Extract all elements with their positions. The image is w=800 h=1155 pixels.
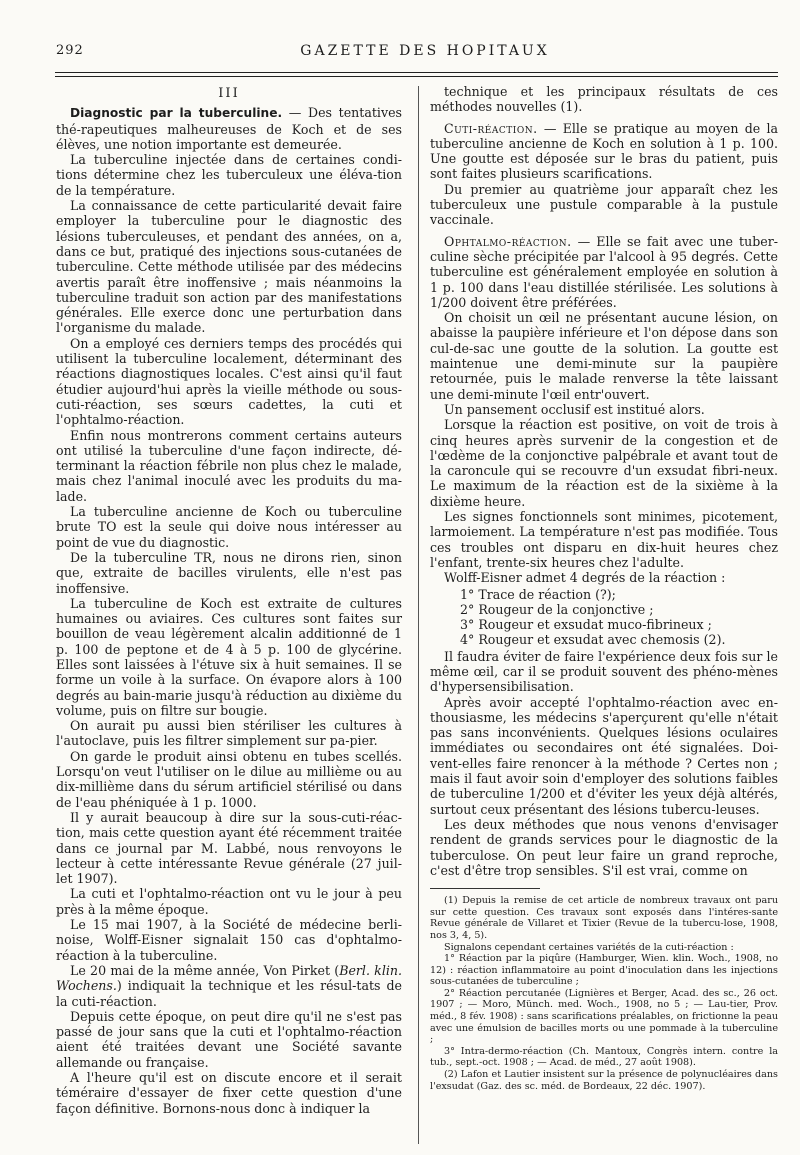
paragraph: De la tuberculine TR, nous ne dirons rien, sinon que, extraite de bacilles virulents, elle n'est pas inoffensive. bbox=[56, 549, 402, 596]
paragraph: Le 20 mai de la même année, Von Pirket (Berl. klin. Wochens.) indiquait la technique et les résul-tats de la cuti-réaction. bbox=[56, 962, 402, 1009]
paragraph: La tuberculine injectée dans de certaines condi-tions détermine chez les tuberculeux une éléva-tion de la température. bbox=[56, 152, 402, 198]
left-column bbox=[56, 84, 402, 1116]
paragraph: Après avoir accepté l'ophtalmo-réaction avec en-thousiasme, les médecins s'aperçurent qu'elle n'était pas sans inconvénients. Quelques lésions oculaires immédiates ou secondaires ont été signalées. Doi-vent-elles faire renoncer à la méthode ? Certes non ; mais il faut avoir soin d'employer des solutions faibles de tuberculine 1/200 et d'éviter les yeux déjà altérés, surtout ceux présentant des lésions tubercu-leuses. bbox=[430, 694, 778, 817]
reaction-degree-list bbox=[460, 587, 778, 648]
paragraph: On garde le produit ainsi obtenu en tubes scellés. Lorsqu'on veut l'utiliser on le dilue au millième ou au dix-millième dans du sérum artificiel stérilisé ou dans de l'eau phéniquée à 1 p. 1000. bbox=[56, 748, 402, 810]
list-item: 3° Rougeur et exsudat muco-fibrineux ; bbox=[460, 617, 712, 633]
paragraph: Ophtalmo-réaction. — Elle se fait avec une tuber-culine sèche précipitée par l'alcool à 95 degrés. Cette tuberculine est généralement employée en solution à 1 p. 100 dans l'eau distillée stérilisée. Les solutions à 1/200 doivent être préférées. bbox=[430, 233, 778, 310]
footnote-rule bbox=[430, 888, 540, 889]
footnote: (1) Depuis la remise de cet article de nombreux travaux ont paru sur cette question. Ces travaux sont exposés dans l'intéres-sante Revue générale de Villaret et Tixier (Revue de la tubercu-lose, 1908, nos 3, 4, 5). bbox=[430, 895, 778, 941]
paragraph: Cuti-réaction. — Elle se pratique au moyen de la tuberculine ancienne de Koch en solution à 1 p. 100. Une goutte est déposée sur le bras du patient, puis sont faites plusieurs scarifications. bbox=[430, 120, 778, 182]
paragraph: On a employé ces derniers temps des procédés qui utilisent la tuberculine localement, déterminant des réactions diagnostiques locales. C'est ainsi qu'il faut étudier aujourd'hui après la vieille méthode ou sous-cuti-réaction, ses sœurs cadettes, la cuti et l'ophtalmo-réaction. bbox=[56, 335, 402, 428]
header-rule bbox=[55, 72, 778, 73]
subheading-ophtalmo: Ophtalmo-réaction. bbox=[444, 233, 572, 249]
footnote: Signalons cependant certaines variétés de la cuti-réaction : bbox=[444, 941, 734, 953]
subheading-cuti: Cuti-réaction. bbox=[444, 120, 538, 136]
running-head: GAZETTE DES HOPITAUX bbox=[300, 43, 550, 59]
paragraph: Il y aurait beaucoup à dire sur la sous-cuti-réac-tion, mais cette question ayant été récemment traitée dans ce journal par M. Labbé, nous renvoyons le lecteur à cette intéressante Revue générale (27 juil-let 1907). bbox=[56, 809, 402, 887]
paragraph: Du premier au quatrième jour apparaît chez les tuberculeux une pustule comparable à la pustule vaccinale. bbox=[430, 181, 778, 228]
page-number: 292 bbox=[56, 43, 84, 58]
footnote: 3° Intra-dermo-réaction (Ch. Mantoux, Congrès intern. contre la tub., sept.-oct. 1908 ; — Acad. de méd., 27 août 1908). bbox=[430, 1045, 778, 1069]
footnote: 1° Réaction par la piqûre (Hamburger, Wien. klin. Woch., 1908, no 12) : réaction inflammatoire au point d'inoculation dans les injections sous-cutanées de tuberculine ; bbox=[430, 953, 778, 988]
paragraph: La tuberculine ancienne de Koch ou tuberculine brute TO est la seule qui doive nous intéresser au point de vue du diagnostic. bbox=[56, 504, 402, 550]
section-number: III bbox=[218, 86, 240, 101]
right-column bbox=[430, 84, 778, 1092]
paragraph: Les signes fonctionnels sont minimes, picotement, larmoiement. La température n'est pas modifiée. Tous ces troubles ont disparu en dix-huit heures chez l'enfant, trente-six heures chez l'adulte. bbox=[430, 509, 778, 570]
paragraph: Un pansement occlusif est institué alors. bbox=[444, 401, 705, 417]
paragraph: On aurait pu aussi bien stériliser les cultures à l'autoclave, puis les filtrer simplement sur pa-pier. bbox=[56, 718, 402, 749]
paragraph: La cuti et l'ophtalmo-réaction ont vu le jour à peu près à la même époque. bbox=[56, 886, 402, 917]
paragraph: Les deux méthodes que nous venons d'envisager rendent de grands services pour le diagnostic de la tuberculose. On peut leur faire un grand reproche, c'est d'être trop sensibles. S'il est vrai, comme on bbox=[430, 816, 778, 878]
footnote: 2° Réaction percutanée (Lignières et Berger, Acad. des sc., 26 oct. 1907 ; — Moro, Münch. med. Woch., 1908, no 5 ; — Lau-tier, Prov. méd., 8 fév. 1908) : sans scarifications préalables, on frictionne la peau avec une émulsion de bacilles morts ou une pommade à la tuberculine ; bbox=[430, 987, 778, 1046]
paragraph: Il faudra éviter de faire l'expérience deux fois sur le même œil, car il se produit souvent des phéno-mènes d'hypersensibilisation. bbox=[430, 648, 778, 695]
paragraph: On choisit un œil ne présentant aucune lésion, on abaisse la paupière inférieure et l'on dépose dans son cul-de-sac une goutte de la solution. La goutte est maintenue une demi-minute sur la paupière retournée, puis le malade renverse la tête laissant une demi-minute l'œil entr'ouvert. bbox=[430, 310, 778, 402]
paragraph: Lorsque la réaction est positive, on voit de trois à cinq heures après survenir de la congestion et de l'œdème de la conjonctive palpébrale et avant tout de la caroncule qui se recouvre d'un exsudat fibri-neux. Le maximum de la réaction est de la sixième à la dixième heure. bbox=[430, 417, 778, 509]
paragraph: La connaissance de cette particularité devait faire employer la tuberculine pour le diagnostic des lésions tuberculeuses, et pendant des années, on a, dans ce but, pratiqué des injections sous-cutanées de tuberculine. Cette méthode utilisée par des médecins avertis paraît être inoffensive ; mais néanmoins la tuberculine traduit son action par des manifestations générales. Elle exerce donc une perturbation dans l'organisme du malade. bbox=[56, 198, 402, 336]
column-divider bbox=[418, 86, 419, 1144]
paragraph: A l'heure qu'il est on discute encore et il serait téméraire d'essayer de fixer cette question d'une façon définitive. Bornons-nous donc à indiquer la bbox=[56, 1070, 402, 1116]
paragraph: Le 15 mai 1907, à la Société de médecine berli-noise, Wolff-Eisner signalait 150 cas d'ophtalmo-réaction à la tuberculine. bbox=[56, 917, 402, 963]
paragraph: Wolff-Eisner admet 4 degrés de la réaction : bbox=[444, 570, 726, 586]
list-item: 2° Rougeur de la conjonctive ; bbox=[460, 601, 654, 617]
paragraph: Enfin nous montrerons comment certains auteurs ont utilisé la tuberculine d'une façon indirecte, dé-terminant la réaction fébrile non plus chez le malade, mais chez l'animal inoculé avec les produits du ma-lade. bbox=[56, 427, 402, 504]
header-rule-thin bbox=[55, 76, 778, 77]
list-item: 4° Rougeur et exsudat avec chemosis (2). bbox=[460, 632, 726, 648]
paragraph: technique et les principaux résultats de ces méthodes nouvelles (1). bbox=[430, 84, 778, 115]
section-heading: Diagnostic par la tuberculine. bbox=[70, 106, 283, 121]
paragraph: Diagnostic par la tuberculine. — Des tentatives thé-rapeutiques malheureuses de Koch et de ses élèves, une notion importante est demeurée. bbox=[56, 105, 402, 152]
paragraph: Depuis cette époque, on peut dire qu'il ne s'est pas passé de jour sans que la cuti et l'ophtalmo-réaction aient été traitées devant une Société savante allemande ou française. bbox=[56, 1008, 402, 1070]
list-item: 1° Trace de réaction (?); bbox=[460, 586, 616, 602]
footnote: (2) Lafon et Lautier insistent sur la présence de polynucléaires dans l'exsudat (Gaz. des sc. méd. de Bordeaux, 22 déc. 1907). bbox=[430, 1069, 778, 1092]
paragraph: La tuberculine de Koch est extraite de cultures humaines ou aviaires. Ces cultures sont faites sur bouillon de veau légèrement alcalin additionné de 1 p. 100 de peptone et de 4 à 5 p. 100 de glycérine. Elles sont laissées à l'étuve six à huit semaines. Il se forme un voile à la surface. On évapore alors à 100 degrés au bain-marie jusqu'à réduction au dixième du volume, puis on filtre sur bougie. bbox=[56, 595, 402, 718]
